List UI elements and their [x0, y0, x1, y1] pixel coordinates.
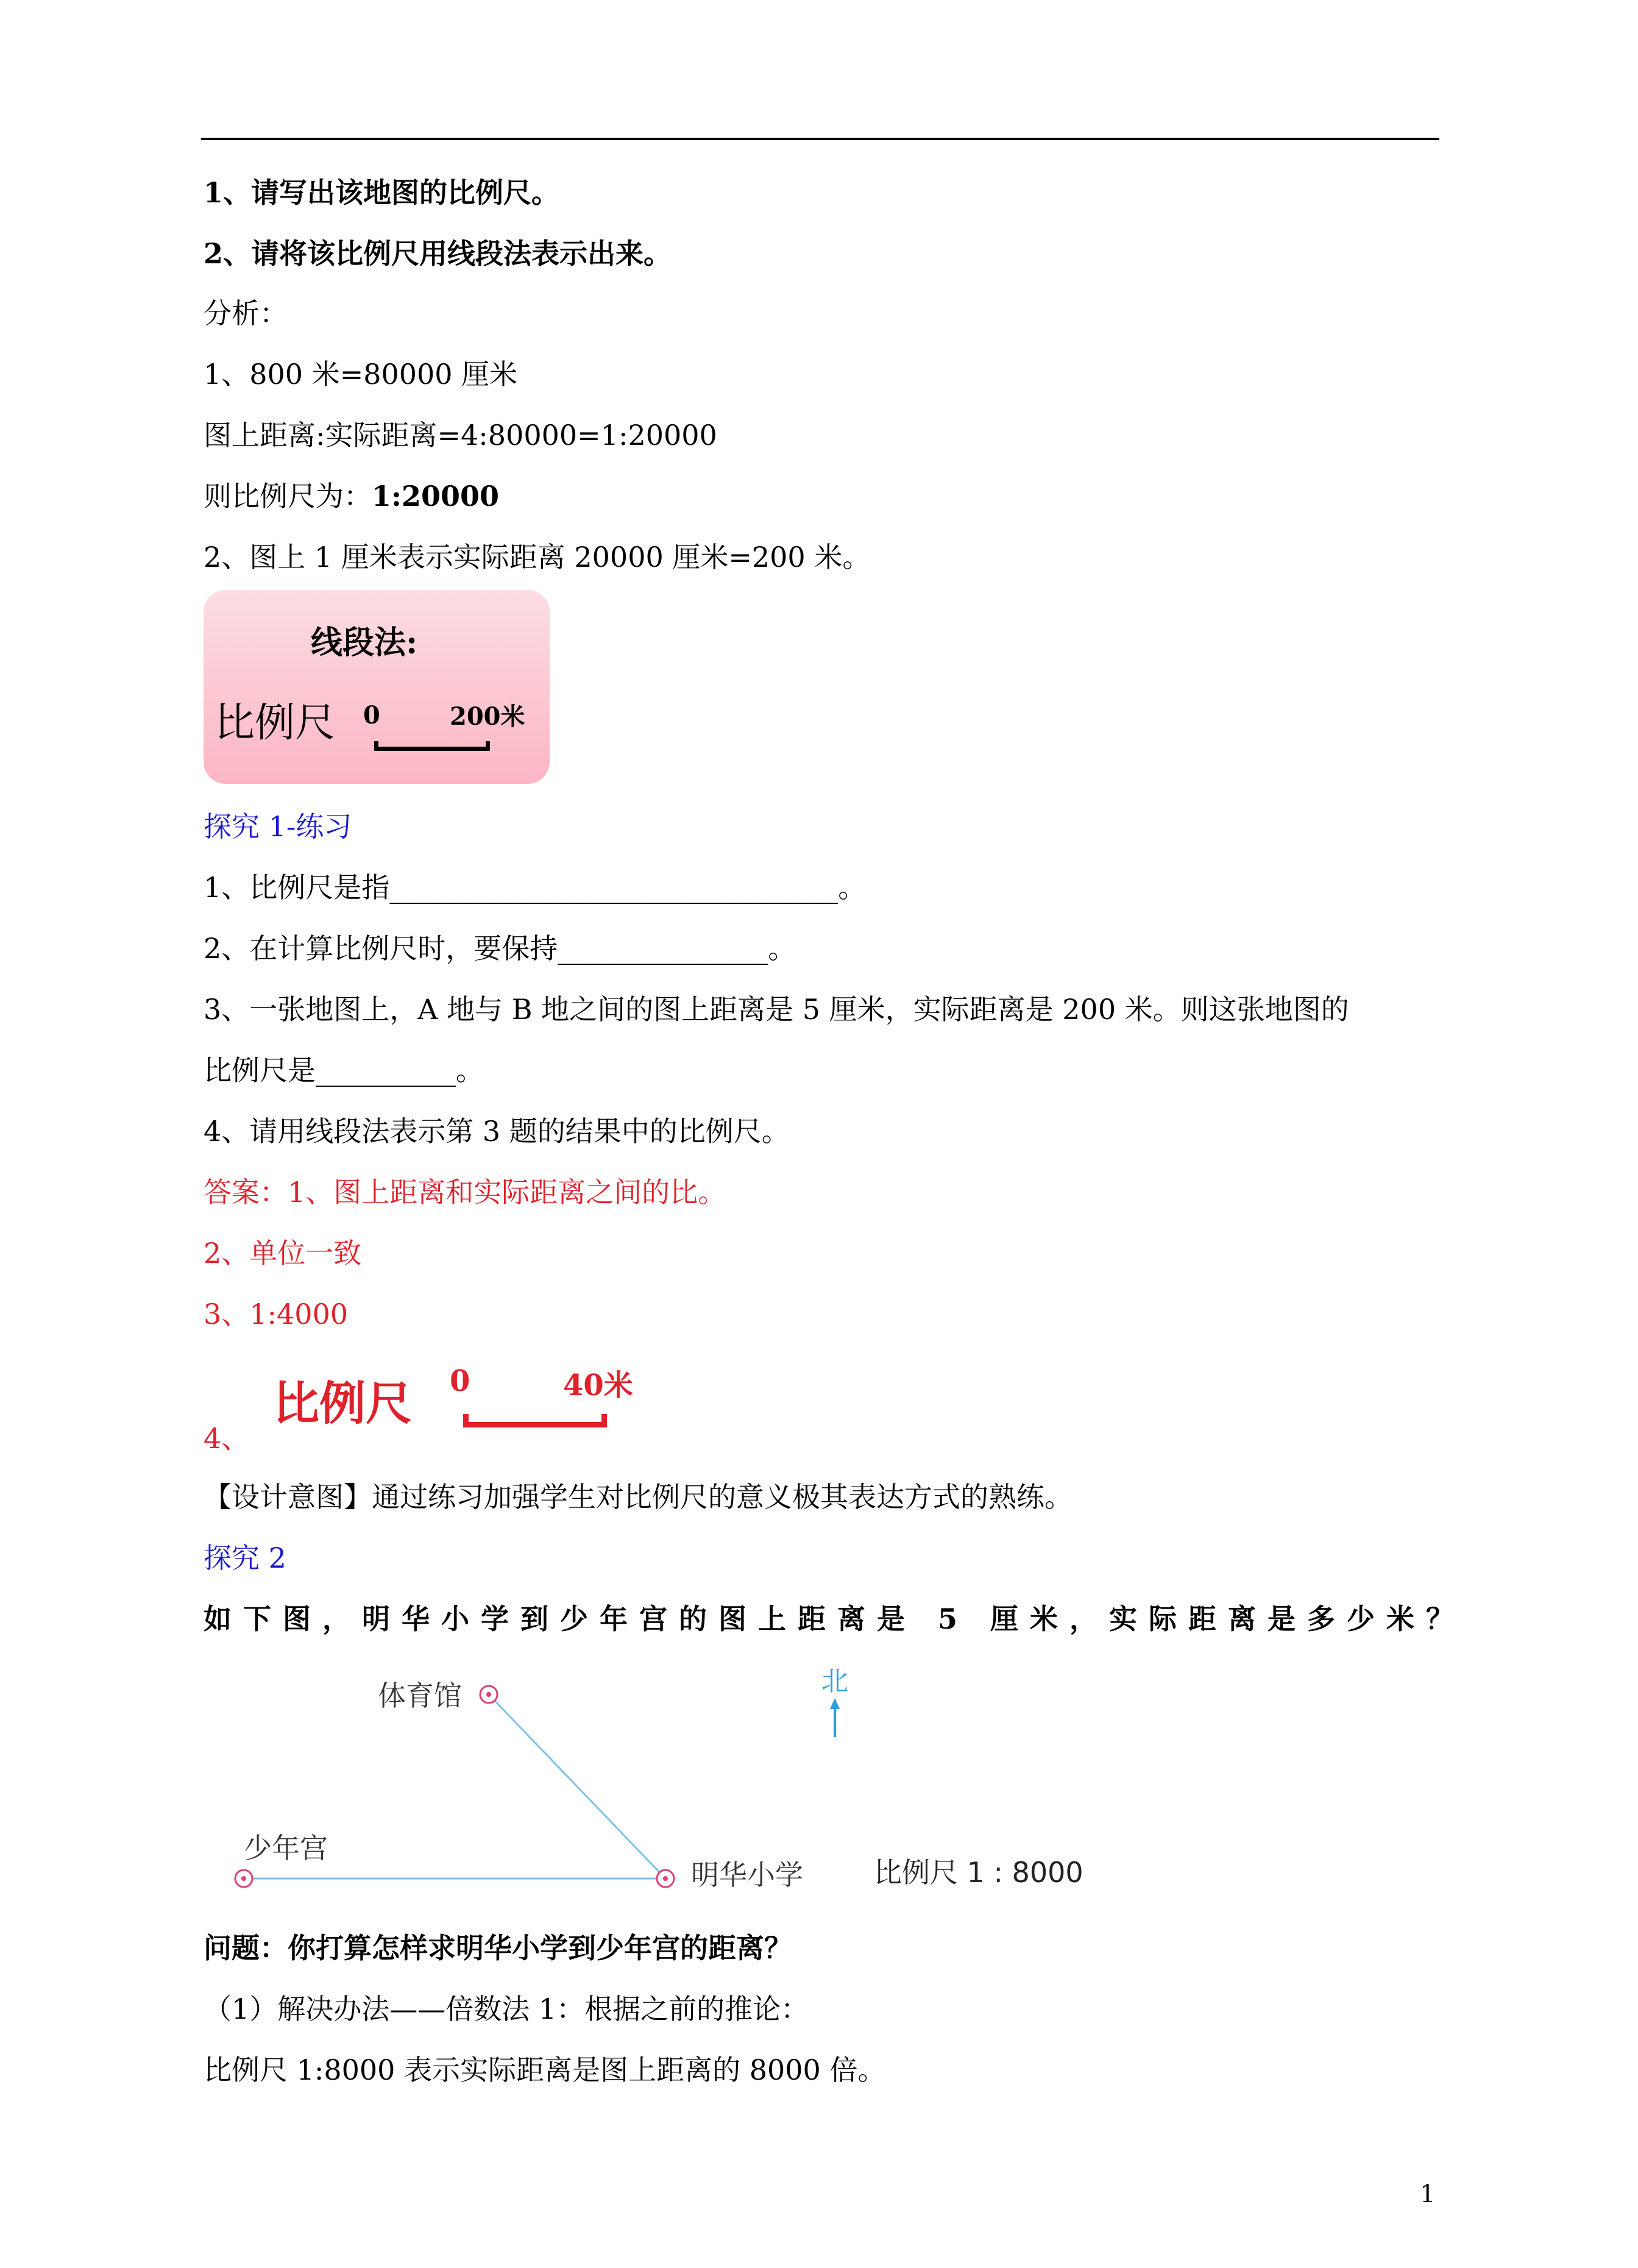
gym-school-line [489, 1694, 665, 1879]
answer-scale-bar [463, 1414, 607, 1427]
question-2: 2、请将该比例尺用线段法表示出来。 [204, 237, 672, 270]
method-1-detail: 比例尺 1:8000 表示实际距离是图上距离的 8000 倍。 [204, 2053, 886, 2086]
map-figure [207, 1646, 1097, 1889]
exercise-3-line-2: 比例尺是__________。 [204, 1054, 484, 1087]
answer-scale-label: 比例尺 [273, 1376, 412, 1431]
exercise-1: 1、比例尺是指________________________________。 [204, 871, 867, 904]
analysis-line-4: 2、图上 1 厘米表示实际距离 20000 厘米=200 米。 [204, 541, 871, 574]
answer-scale-figure [273, 1353, 651, 1451]
map-scale-label: 比例尺 1 : 8000 [874, 1856, 1083, 1889]
figure-scale-zero: 0 [363, 701, 380, 730]
youth-palace-label: 少年宫 [244, 1832, 328, 1865]
figure-scale-max: 200米 [450, 702, 525, 731]
header-rule [201, 138, 1439, 140]
answer-1: 答案：1、图上距离和实际距离之间的比。 [204, 1176, 726, 1209]
analysis-heading: 分析： [204, 297, 288, 330]
exercise-4: 4、请用线段法表示第 3 题的结果中的比例尺。 [204, 1115, 790, 1148]
map-lines [207, 1646, 1097, 1889]
explore-2-heading: 探究 2 [204, 1541, 286, 1574]
answer-4: 4、 [204, 1422, 250, 1455]
exercise-3-line-1: 3、一张地图上，A 地与 B 地之间的图上距离是 5 厘米，实际距离是 200 米。则这张地图的 [204, 993, 1349, 1026]
line-segment-scale-figure [204, 590, 550, 784]
north-label: 北 [821, 1666, 848, 1697]
exercise-2: 2、在计算比例尺时，要保持_______________。 [204, 932, 796, 965]
figure-scale-label: 比例尺 [214, 699, 335, 746]
analysis-line-3 [204, 478, 499, 514]
answer-3: 3、1:4000 [204, 1298, 349, 1331]
question-1: 1、请写出该地图的比例尺。 [204, 176, 560, 209]
figure-scale-bar [374, 741, 490, 751]
answer-scale-zero: 0 [450, 1364, 470, 1398]
school-point [657, 1870, 674, 1887]
youth-palace-point [235, 1870, 252, 1887]
analysis-line-2: 图上距离:实际距离=4:80000=1:20000 [204, 419, 717, 452]
north-arrow-icon [830, 1698, 840, 1737]
gym-label: 体育馆 [378, 1679, 462, 1712]
answer-scale-max: 40米 [563, 1368, 633, 1402]
question-heading: 问题：你打算怎样求明华小学到少年宫的距离？ [204, 1932, 792, 1964]
analysis-line-3-prefix: 则比例尺为： [204, 480, 372, 513]
figure-title: 线段法: [311, 624, 418, 661]
page-number: 1 [1420, 2180, 1436, 2208]
explore-1-heading: 探究 1-练习 [204, 810, 352, 843]
answer-2: 2、单位一致 [204, 1237, 362, 1270]
gym-point [480, 1686, 497, 1703]
analysis-line-1: 1、800 米=80000 厘米 [204, 358, 518, 391]
scale-result: 1:20000 [372, 480, 500, 513]
method-1: （1）解决办法——倍数法 1：根据之前的推论： [204, 1992, 809, 2025]
school-label: 明华小学 [691, 1858, 803, 1891]
design-intent: 【设计意图】通过练习加强学生对比例尺的意义极其表达方式的熟练。 [204, 1481, 1072, 1513]
explore-2-question: 如下图，明华小学到少年宫的图上距离是 5 厘米，实际距离是多少米？ [204, 1602, 1466, 1635]
